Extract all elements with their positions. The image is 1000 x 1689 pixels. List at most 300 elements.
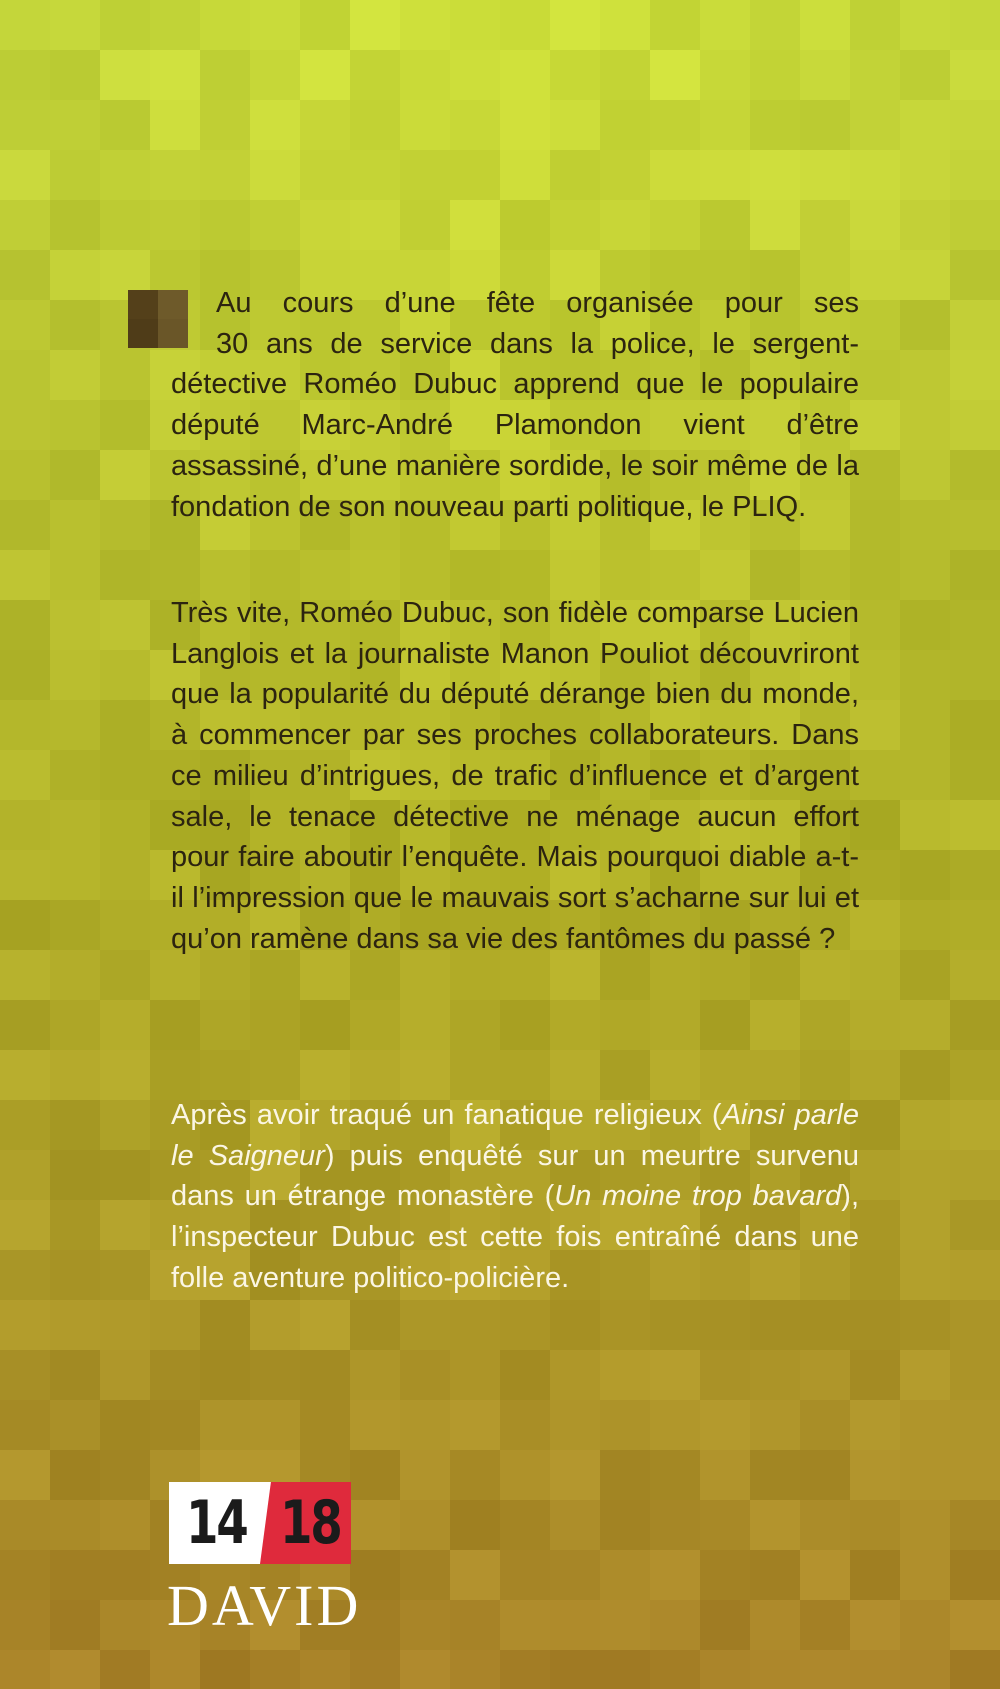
background-pixel [0, 700, 50, 750]
background-pixel [950, 50, 1000, 100]
background-pixel [600, 150, 650, 200]
background-pixel [0, 950, 50, 1000]
background-pixel [650, 50, 700, 100]
background-pixel [150, 50, 200, 100]
background-pixel [350, 50, 400, 100]
background-pixel [0, 1250, 50, 1300]
background-pixel [700, 1500, 750, 1550]
background-pixel [50, 1100, 100, 1150]
background-pixel [50, 850, 100, 900]
background-pixel [750, 50, 800, 100]
background-pixel [750, 0, 800, 50]
background-pixel [450, 1400, 500, 1450]
background-pixel [450, 1500, 500, 1550]
background-pixel [600, 50, 650, 100]
background-pixel [250, 100, 300, 150]
background-pixel [400, 1600, 450, 1650]
collection-logo-14-18 [169, 1482, 351, 1564]
background-pixel [400, 0, 450, 50]
background-pixel [900, 1650, 950, 1689]
background-pixel [100, 0, 150, 50]
background-pixel [900, 1450, 950, 1500]
background-pixel [650, 1000, 700, 1050]
background-pixel [900, 450, 950, 500]
background-pixel [100, 1000, 150, 1050]
background-pixel [50, 950, 100, 1000]
background-pixel [100, 1450, 150, 1500]
background-pixel [900, 1250, 950, 1300]
background-pixel [300, 0, 350, 50]
background-pixel [750, 1600, 800, 1650]
background-pixel [50, 550, 100, 600]
background-pixel [700, 1050, 750, 1100]
background-pixel [950, 900, 1000, 950]
background-pixel [100, 50, 150, 100]
background-pixel [50, 750, 100, 800]
background-pixel [0, 650, 50, 700]
background-pixel [950, 1000, 1000, 1050]
background-pixel [550, 150, 600, 200]
background-pixel [800, 1050, 850, 1100]
background-pixel [650, 1050, 700, 1100]
background-pixel [50, 200, 100, 250]
background-pixel [50, 150, 100, 200]
background-pixel [800, 150, 850, 200]
background-pixel [150, 200, 200, 250]
background-pixel [850, 200, 900, 250]
background-pixel [700, 1300, 750, 1350]
background-pixel [300, 150, 350, 200]
background-pixel [550, 1000, 600, 1050]
background-pixel [350, 1350, 400, 1400]
background-pixel [450, 200, 500, 250]
background-pixel [500, 1550, 550, 1600]
background-pixel [900, 750, 950, 800]
background-pixel [250, 1050, 300, 1100]
background-pixel [150, 1350, 200, 1400]
background-pixel [800, 1000, 850, 1050]
background-pixel [50, 400, 100, 450]
background-pixel [0, 300, 50, 350]
background-pixel [50, 1050, 100, 1100]
background-pixel [950, 1200, 1000, 1250]
background-pixel [50, 0, 100, 50]
background-pixel [50, 1650, 100, 1689]
background-pixel [250, 0, 300, 50]
background-pixel [350, 1400, 400, 1450]
background-pixel [650, 1350, 700, 1400]
background-pixel [400, 1000, 450, 1050]
background-pixel [450, 1350, 500, 1400]
background-pixel [200, 1350, 250, 1400]
background-pixel [50, 700, 100, 750]
background-pixel [650, 0, 700, 50]
series-text-part-2: ) puis enquêté sur un meurtre survenu dans un étrange monastère ( [171, 1139, 860, 1213]
synopsis-paragraph-1-rest: détective Roméo Dubuc apprend que le populaire député Marc-André Plamondon vient d’être assassiné, d’une manière sordide, le soir même de la fondation de son nouveau parti politique, le PLIQ. [171, 368, 859, 523]
background-pixel [800, 1500, 850, 1550]
background-pixel [150, 150, 200, 200]
background-pixel [50, 1450, 100, 1500]
background-pixel [950, 1400, 1000, 1450]
background-pixel [0, 400, 50, 450]
background-pixel [900, 650, 950, 700]
background-pixel [0, 900, 50, 950]
background-pixel [800, 1600, 850, 1650]
background-pixel [900, 1050, 950, 1100]
background-pixel [50, 600, 100, 650]
background-pixel [350, 100, 400, 150]
background-pixel [700, 150, 750, 200]
background-pixel [900, 550, 950, 600]
background-pixel [600, 0, 650, 50]
background-pixel [300, 200, 350, 250]
background-pixel [600, 1450, 650, 1500]
background-pixel [900, 1600, 950, 1650]
background-pixel [450, 50, 500, 100]
background-pixel [500, 1500, 550, 1550]
synopsis-paragraph-1 [171, 283, 859, 527]
background-pixel [850, 1000, 900, 1050]
background-pixel [900, 1300, 950, 1350]
background-pixel [800, 50, 850, 100]
background-pixel [100, 850, 150, 900]
background-pixel [450, 1650, 500, 1689]
background-pixel [50, 250, 100, 300]
background-pixel [500, 200, 550, 250]
background-pixel [950, 100, 1000, 150]
background-pixel [700, 50, 750, 100]
background-pixel [900, 200, 950, 250]
background-pixel [950, 1300, 1000, 1350]
background-pixel [950, 1100, 1000, 1150]
background-pixel [950, 1250, 1000, 1300]
background-pixel [950, 600, 1000, 650]
background-pixel [0, 50, 50, 100]
background-pixel [650, 1300, 700, 1350]
background-pixel [650, 1450, 700, 1500]
background-pixel [100, 1100, 150, 1150]
background-pixel [100, 1600, 150, 1650]
background-pixel [900, 600, 950, 650]
background-pixel [600, 1550, 650, 1600]
background-pixel [600, 1300, 650, 1350]
background-pixel [400, 1400, 450, 1450]
background-pixel [700, 1450, 750, 1500]
background-pixel [200, 0, 250, 50]
background-pixel [50, 1000, 100, 1050]
background-pixel [500, 1650, 550, 1689]
background-pixel [0, 150, 50, 200]
background-pixel [0, 1650, 50, 1689]
background-pixel [450, 1550, 500, 1600]
background-pixel [800, 1450, 850, 1500]
background-pixel [100, 900, 150, 950]
background-pixel [600, 1600, 650, 1650]
background-pixel [600, 100, 650, 150]
background-pixel [300, 1650, 350, 1689]
background-pixel [550, 1500, 600, 1550]
background-pixel [0, 1150, 50, 1200]
background-pixel [0, 800, 50, 850]
background-pixel [650, 100, 700, 150]
background-pixel [500, 0, 550, 50]
background-pixel [0, 1450, 50, 1500]
background-pixel [250, 1400, 300, 1450]
background-pixel [0, 750, 50, 800]
synopsis-paragraph-2-text: Très vite, Roméo Dubuc, son fidèle comparse Lucien Langlois et la journaliste Manon Pouliot découvriront que la popularité du député dérange bien du monde, à commencer par ses proches collaborateurs. Dans ce milieu d’intrigues, de trafic d’influence et d’argent sale, le tenace détective ne ménage aucun effort pour faire aboutir l’enquête. Mais pourquoi diable a-t-il l’impression que le mauvais sort s’acharne sur lui et qu’on ramène dans sa vie des fantômes du passé ? [171, 597, 859, 955]
background-pixel [100, 200, 150, 250]
background-pixel [950, 1350, 1000, 1400]
background-pixel [900, 900, 950, 950]
background-pixel [50, 1550, 100, 1600]
background-pixel [950, 700, 1000, 750]
background-pixel [50, 450, 100, 500]
background-pixel [750, 1050, 800, 1100]
background-pixel [600, 1000, 650, 1050]
background-pixel [100, 1300, 150, 1350]
background-pixel [100, 350, 150, 400]
background-pixel [900, 700, 950, 750]
background-pixel [100, 750, 150, 800]
background-pixel [900, 300, 950, 350]
background-pixel [400, 1050, 450, 1100]
background-pixel [200, 150, 250, 200]
background-pixel [950, 250, 1000, 300]
background-pixel [950, 950, 1000, 1000]
background-pixel [400, 150, 450, 200]
background-pixel [300, 1400, 350, 1450]
series-paragraph [171, 1095, 859, 1299]
background-pixel [350, 1050, 400, 1100]
background-pixel [0, 1200, 50, 1250]
background-pixel [700, 100, 750, 150]
background-pixel [800, 1550, 850, 1600]
book-title-2: Un moine trop bavard [554, 1180, 842, 1213]
background-pixel [50, 350, 100, 400]
background-pixel [100, 700, 150, 750]
background-pixel [900, 1500, 950, 1550]
background-pixel [0, 1500, 50, 1550]
background-pixel [100, 1150, 150, 1200]
background-pixel [900, 950, 950, 1000]
background-pixel [350, 0, 400, 50]
background-pixel [250, 1000, 300, 1050]
background-pixel [400, 1650, 450, 1689]
background-pixel [850, 0, 900, 50]
background-pixel [50, 650, 100, 700]
background-pixel [900, 1200, 950, 1250]
background-pixel [900, 1100, 950, 1150]
background-pixel [600, 1650, 650, 1689]
background-pixel [850, 1650, 900, 1689]
background-pixel [500, 1350, 550, 1400]
background-pixel [200, 100, 250, 150]
background-pixel [750, 1550, 800, 1600]
background-pixel [250, 200, 300, 250]
synopsis-line-1: Au cours d’une fête organisée pour ses [216, 287, 859, 319]
background-pixel [100, 450, 150, 500]
background-pixel [750, 200, 800, 250]
background-pixel [900, 1350, 950, 1400]
background-pixel [700, 1000, 750, 1050]
background-pixel [50, 1200, 100, 1250]
background-pixel [400, 50, 450, 100]
background-pixel [800, 1400, 850, 1450]
background-pixel [950, 1500, 1000, 1550]
background-pixel [950, 1550, 1000, 1600]
background-pixel [900, 1000, 950, 1050]
background-pixel [700, 1550, 750, 1600]
background-pixel [400, 100, 450, 150]
background-pixel [550, 1050, 600, 1100]
background-pixel [950, 1150, 1000, 1200]
background-pixel [900, 250, 950, 300]
background-pixel [50, 1150, 100, 1200]
background-pixel [0, 550, 50, 600]
background-pixel [150, 1050, 200, 1100]
background-pixel [950, 800, 1000, 850]
background-pixel [800, 100, 850, 150]
background-pixel [250, 1300, 300, 1350]
background-pixel [950, 350, 1000, 400]
background-pixel [900, 100, 950, 150]
background-pixel [850, 100, 900, 150]
background-pixel [250, 1350, 300, 1400]
background-pixel [250, 1650, 300, 1689]
background-pixel [450, 0, 500, 50]
background-pixel [300, 1000, 350, 1050]
background-pixel [750, 1400, 800, 1450]
background-pixel [100, 1350, 150, 1400]
background-pixel [600, 1350, 650, 1400]
background-pixel [450, 1600, 500, 1650]
background-pixel [950, 200, 1000, 250]
background-pixel [50, 50, 100, 100]
background-pixel [700, 1350, 750, 1400]
background-pixel [50, 300, 100, 350]
background-pixel [0, 1400, 50, 1450]
background-pixel [850, 50, 900, 100]
background-pixel [650, 1400, 700, 1450]
background-pixel [500, 1400, 550, 1450]
background-pixel [650, 150, 700, 200]
background-pixel [500, 150, 550, 200]
background-pixel [300, 1300, 350, 1350]
background-pixel [900, 1400, 950, 1450]
background-pixel [0, 200, 50, 250]
background-pixel [450, 1450, 500, 1500]
background-pixel [900, 1150, 950, 1200]
background-pixel [150, 1300, 200, 1350]
background-pixel [900, 150, 950, 200]
background-pixel [650, 1500, 700, 1550]
background-pixel [150, 1400, 200, 1450]
background-pixel [0, 350, 50, 400]
background-pixel [500, 100, 550, 150]
background-pixel [700, 200, 750, 250]
background-pixel [600, 200, 650, 250]
background-pixel [550, 200, 600, 250]
background-pixel [450, 150, 500, 200]
background-pixel [0, 1300, 50, 1350]
background-pixel [850, 150, 900, 200]
background-pixel [50, 1600, 100, 1650]
background-pixel [800, 1350, 850, 1400]
background-pixel [650, 1650, 700, 1689]
background-pixel [850, 1350, 900, 1400]
background-pixel [900, 850, 950, 900]
background-pixel [650, 1600, 700, 1650]
background-pixel [450, 1050, 500, 1100]
background-pixel [700, 1600, 750, 1650]
background-pixel [0, 1050, 50, 1100]
background-pixel [0, 100, 50, 150]
background-pixel [750, 100, 800, 150]
background-pixel [100, 1400, 150, 1450]
background-pixel [400, 1300, 450, 1350]
background-pixel [950, 450, 1000, 500]
background-pixel [400, 1550, 450, 1600]
background-pixel [450, 1000, 500, 1050]
background-pixel [900, 800, 950, 850]
background-pixel [550, 0, 600, 50]
background-pixel [450, 100, 500, 150]
background-pixel [300, 50, 350, 100]
background-pixel [650, 1550, 700, 1600]
background-pixel [850, 1400, 900, 1450]
background-pixel [100, 100, 150, 150]
background-pixel [0, 450, 50, 500]
background-pixel [300, 1050, 350, 1100]
background-pixel [50, 1400, 100, 1450]
background-pixel [50, 1500, 100, 1550]
background-pixel [150, 0, 200, 50]
background-pixel [800, 200, 850, 250]
background-pixel [900, 500, 950, 550]
background-pixel [550, 1650, 600, 1689]
background-pixel [300, 1350, 350, 1400]
background-pixel [900, 50, 950, 100]
background-pixel [100, 1200, 150, 1250]
background-pixel [600, 1500, 650, 1550]
background-pixel [350, 1450, 400, 1500]
synopsis-paragraph-2 [171, 593, 859, 959]
background-pixel [800, 1300, 850, 1350]
background-pixel [0, 1100, 50, 1150]
background-pixel [50, 100, 100, 150]
background-pixel [600, 1050, 650, 1100]
background-pixel [0, 1550, 50, 1600]
background-pixel [0, 600, 50, 650]
background-pixel [200, 1050, 250, 1100]
background-pixel [200, 1650, 250, 1689]
background-pixel [350, 200, 400, 250]
background-pixel [100, 650, 150, 700]
background-pixel [0, 250, 50, 300]
background-pixel [850, 1600, 900, 1650]
background-pixel [850, 1450, 900, 1500]
background-pixel [200, 1400, 250, 1450]
background-pixel [250, 50, 300, 100]
background-pixel [550, 1400, 600, 1450]
background-pixel [850, 1050, 900, 1100]
background-pixel [200, 200, 250, 250]
background-pixel [850, 1300, 900, 1350]
background-pixel [750, 150, 800, 200]
background-pixel [400, 200, 450, 250]
background-pixel [350, 1000, 400, 1050]
background-pixel [700, 1650, 750, 1689]
